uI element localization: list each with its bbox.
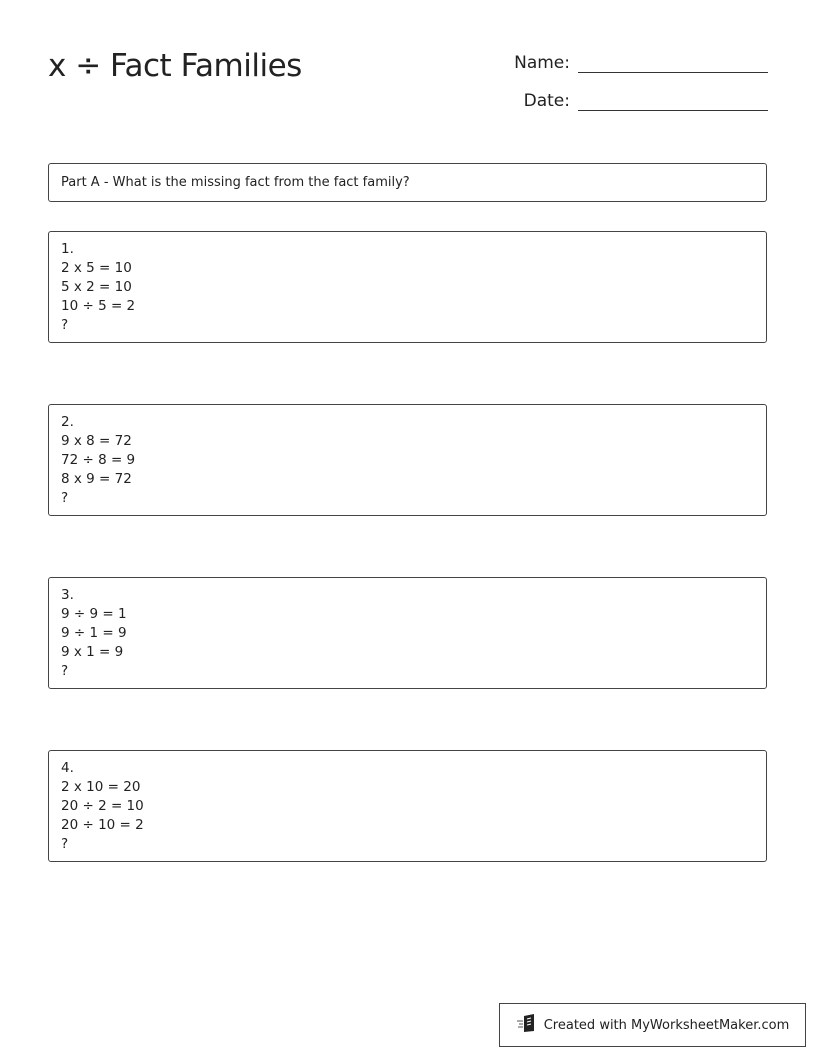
date-field [524,90,768,111]
question-number: 2. [61,414,74,430]
fact-line: 8 x 9 = 72 [61,471,132,487]
missing-fact: ? [61,836,69,852]
question-4 [48,750,767,862]
missing-fact: ? [61,317,69,333]
question-3 [48,577,767,689]
question-1 [48,231,767,343]
missing-fact: ? [61,663,69,679]
fact-line: 9 x 1 = 9 [61,644,124,660]
name-field [514,52,768,73]
footer-text: Created with MyWorksheetMaker.com [543,1017,790,1033]
date-line [578,90,768,111]
fact-line: 20 ÷ 2 = 10 [61,798,144,814]
instructions-box: Part A - What is the missing fact from the fact family? [48,163,767,202]
fact-line: 20 ÷ 10 = 2 [61,817,144,833]
name-line [578,52,768,73]
fact-line: 2 x 5 = 10 [61,260,132,276]
fact-line: 9 ÷ 9 = 1 [61,606,127,622]
question-number: 1. [61,241,74,257]
footer-credit [499,1003,806,1047]
fact-line: 9 ÷ 1 = 9 [61,625,127,641]
fact-line: 5 x 2 = 10 [61,279,132,295]
fact-line: 10 ÷ 5 = 2 [61,298,136,314]
page-title: x ÷ Fact Families [48,48,302,84]
worksheet-logo-icon [516,1013,538,1037]
fact-line: 2 x 10 = 20 [61,779,141,795]
question-number: 3. [61,587,74,603]
fact-line: 9 x 8 = 72 [61,433,132,449]
question-number: 4. [61,760,74,776]
question-2 [48,404,767,516]
fact-line: 72 ÷ 8 = 9 [61,452,136,468]
date-label: Date: [523,91,570,111]
name-label: Name: [514,53,570,73]
missing-fact: ? [61,490,69,506]
